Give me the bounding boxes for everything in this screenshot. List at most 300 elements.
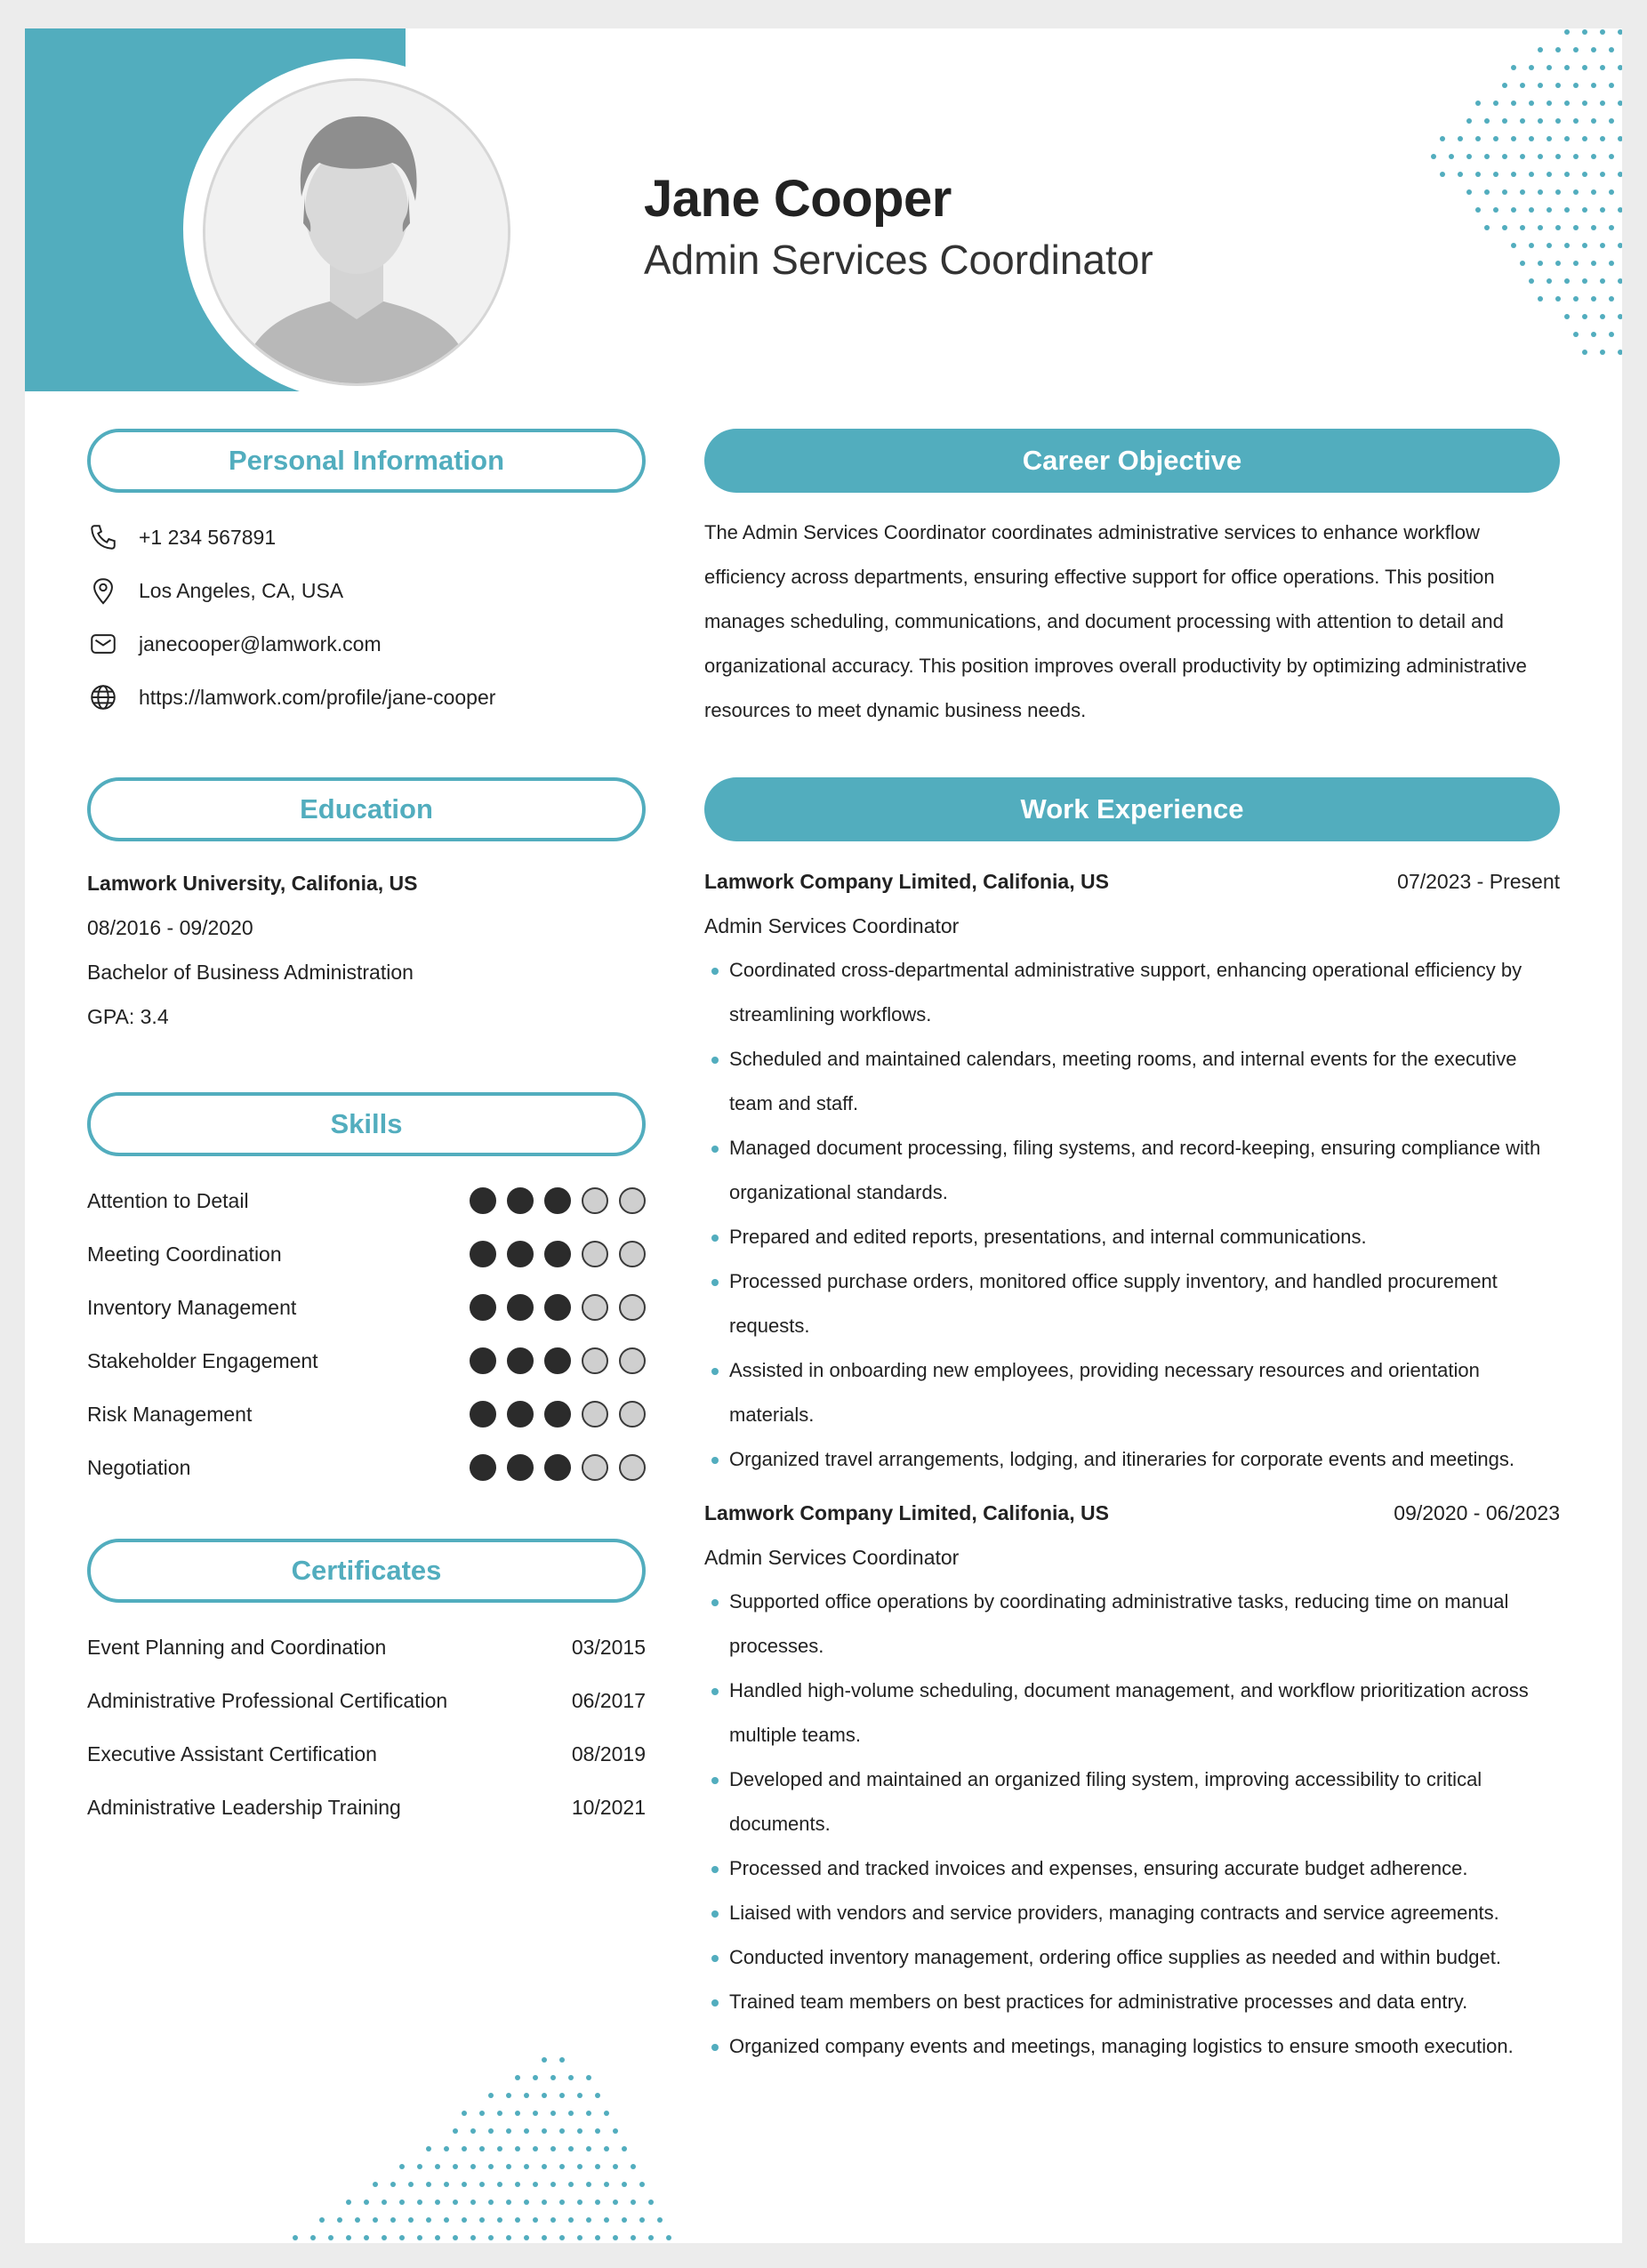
rating-dot-empty: [619, 1294, 646, 1321]
rating-dot-filled: [470, 1401, 496, 1428]
decorative-dot: [1520, 118, 1525, 124]
decorative-dot: [1573, 332, 1579, 337]
decorative-dot: [595, 2164, 600, 2169]
decorative-dot: [1564, 101, 1570, 106]
decorative-dot: [524, 2235, 529, 2240]
decorative-dot: [1493, 172, 1498, 177]
decorative-dot: [382, 2235, 387, 2240]
rating-dot-empty: [619, 1241, 646, 1267]
phone-text: +1 234 567891: [139, 525, 277, 549]
decorative-dot: [479, 2111, 485, 2116]
decorative-dot: [1564, 243, 1570, 248]
education-heading: Education: [87, 777, 646, 841]
job-header: [704, 859, 1560, 904]
decorative-dot: [1582, 65, 1587, 70]
decorative-dot: [444, 2217, 449, 2223]
decorative-dot: [559, 2128, 565, 2134]
decorative-dot: [506, 2128, 511, 2134]
decorative-dot: [1600, 65, 1605, 70]
decorative-dot: [1538, 189, 1543, 195]
decorative-dot: [1493, 101, 1498, 106]
personal-info-heading: Personal Information: [87, 429, 646, 493]
job-bullet: Processed and tracked invoices and expenses, ensuring accurate budget adherence.: [704, 1846, 1560, 1891]
job-role: Admin Services Coordinator: [704, 914, 960, 937]
decorative-dot: [524, 2200, 529, 2205]
decorative-dot: [1547, 136, 1552, 141]
job-dates: 07/2023 - Present: [1397, 870, 1560, 893]
decorative-dot: [1582, 350, 1587, 355]
skill-rating: [470, 1187, 646, 1214]
decorative-dot: [1573, 47, 1579, 52]
career-objective-text: The Admin Services Coordinator coordinates administrative services to enhance workflow efficiency across departments, ensuring effective support for office operations. This position manages scheduling, communications, and document processing with attention to detail and organizational accuracy. This position improves overall productivity by optimizing administrative resources to meet dynamic business needs.: [704, 521, 1527, 721]
certificate-date: 10/2021: [571, 1795, 646, 1819]
avatar-placeholder-icon: [205, 81, 508, 383]
decorative-dot: [622, 2146, 627, 2151]
candidate-name: Jane Cooper: [644, 170, 952, 228]
rating-dot-empty: [619, 1454, 646, 1481]
skill-rating: [470, 1347, 646, 1374]
rating-dot-empty: [619, 1187, 646, 1214]
decorative-dot: [622, 2182, 627, 2187]
decorative-dot: [542, 2128, 547, 2134]
rating-dot-filled: [507, 1347, 534, 1374]
rating-dot-empty: [582, 1187, 608, 1214]
skills-list: [87, 1174, 646, 1494]
decorative-dot: [1582, 278, 1587, 284]
decorative-dot: [1520, 225, 1525, 230]
decorative-dot: [1529, 136, 1534, 141]
decorative-dot: [586, 2146, 591, 2151]
decorative-dot: [1555, 225, 1561, 230]
certificate-name: Administrative Leadership Training: [87, 1795, 401, 1819]
rating-dot-filled: [507, 1454, 534, 1481]
decorative-dot: [453, 2200, 458, 2205]
website-link[interactable]: https://lamwork.com/profile/jane-cooper: [139, 685, 496, 709]
decorative-dot: [1618, 101, 1622, 106]
decorative-dot: [1511, 136, 1516, 141]
decorative-dot: [1529, 207, 1534, 213]
job-bullet: Developed and maintained an organized filing system, improving accessibility to critical documents.: [704, 1757, 1560, 1846]
decorative-dot: [1466, 189, 1472, 195]
candidate-title: Admin Services Coordinator: [644, 237, 1153, 283]
decorative-dot: [1440, 172, 1445, 177]
decorative-dot: [453, 2164, 458, 2169]
decorative-dot: [1609, 332, 1614, 337]
decorative-dot: [542, 2200, 547, 2205]
decorative-dot: [542, 2235, 547, 2240]
decorative-dot: [1564, 65, 1570, 70]
decorative-dot: [390, 2182, 396, 2187]
skill-name: Stakeholder Engagement: [87, 1348, 318, 1372]
decorative-dot: [1591, 332, 1596, 337]
decorative-dot: [382, 2200, 387, 2205]
rating-dot-empty: [582, 1294, 608, 1321]
certificate-date: 06/2017: [571, 1688, 646, 1712]
decorative-dot: [462, 2146, 467, 2151]
decorative-dot: [648, 2235, 654, 2240]
skill-name: Meeting Coordination: [87, 1242, 282, 1266]
job-dates: 09/2020 - 06/2023: [1394, 1501, 1560, 1524]
resume-page: [25, 28, 1622, 2243]
job-bullet: Scheduled and maintained calendars, meeting rooms, and internal events for the executive team and staff.: [704, 1037, 1560, 1126]
decorative-dot: [1591, 296, 1596, 302]
job-bullets: [704, 948, 1560, 1482]
decorative-dot: [1538, 83, 1543, 88]
decorative-dot: [1547, 207, 1552, 213]
decorative-dot: [1511, 101, 1516, 106]
decorative-dot: [1564, 314, 1570, 319]
decorative-dot: [506, 2164, 511, 2169]
certificate-name: Event Planning and Coordination: [87, 1635, 387, 1659]
decorative-dot: [470, 2128, 476, 2134]
decorative-dot: [1564, 29, 1570, 35]
contact-location: [87, 564, 646, 617]
decorative-dot: [426, 2217, 431, 2223]
decorative-dot: [1538, 47, 1543, 52]
rating-dot-filled: [544, 1401, 571, 1428]
decorative-dot: [1466, 154, 1472, 159]
decorative-dot: [577, 2093, 582, 2098]
rating-dot-empty: [582, 1401, 608, 1428]
decorative-dot: [559, 2093, 565, 2098]
job-role: Admin Services Coordinator: [704, 1546, 960, 1569]
decorative-dot: [1600, 314, 1605, 319]
job-bullet: Coordinated cross-departmental administrative support, enhancing operational efficiency by streamlining workflows.: [704, 948, 1560, 1037]
decorative-dot: [1484, 118, 1490, 124]
decorative-dot: [399, 2235, 405, 2240]
decorative-dot: [488, 2128, 494, 2134]
decorative-dot: [426, 2182, 431, 2187]
decorative-dot: [417, 2200, 422, 2205]
decorative-dot: [435, 2200, 440, 2205]
decorative-dot: [1600, 136, 1605, 141]
decorative-dot: [1609, 47, 1614, 52]
skill-row: [87, 1281, 646, 1334]
decorative-dot: [1618, 29, 1622, 35]
education-school: Lamwork University, Califonia, US: [87, 872, 418, 895]
decorative-dot: [604, 2111, 609, 2116]
decorative-dot: [1466, 118, 1472, 124]
decorative-dot: [506, 2200, 511, 2205]
decorative-dot: [515, 2182, 520, 2187]
rating-dot-filled: [470, 1294, 496, 1321]
decorative-dot: [497, 2111, 502, 2116]
certificate-row: [87, 1727, 646, 1781]
decorative-dot: [550, 2146, 556, 2151]
email-text[interactable]: janecooper@lamwork.com: [139, 631, 382, 655]
job-bullet: Assisted in onboarding new employees, providing necessary resources and orientation materials.: [704, 1348, 1560, 1437]
certificate-row: [87, 1621, 646, 1674]
decorative-dot: [1547, 65, 1552, 70]
job-company: Lamwork Company Limited, Califonia, US: [704, 870, 1109, 893]
profile-photo: [203, 78, 510, 386]
skill-rating: [470, 1241, 646, 1267]
phone-icon: [87, 521, 119, 553]
job-bullet: Supported office operations by coordinating administrative tasks, reducing time on manual processes.: [704, 1580, 1560, 1669]
decorative-dot: [613, 2235, 618, 2240]
decorative-dot: [1511, 65, 1516, 70]
decorative-dot: [1475, 172, 1481, 177]
decorative-dot: [488, 2164, 494, 2169]
decorative-dot: [515, 2075, 520, 2080]
job-bullet: Organized travel arrangements, lodging, and itineraries for corporate events and meetings.: [704, 1437, 1560, 1482]
job-entry: [704, 859, 1560, 1482]
rating-dot-filled: [544, 1294, 571, 1321]
job-bullet: Trained team members on best practices for administrative processes and data entry.: [704, 1980, 1560, 2024]
decorative-dot: [470, 2164, 476, 2169]
skill-name: Inventory Management: [87, 1295, 297, 1319]
decorative-dot: [1564, 172, 1570, 177]
decorative-dot: [479, 2146, 485, 2151]
decorative-dot: [533, 2182, 538, 2187]
decorative-dot: [542, 2057, 547, 2063]
decorative-dot: [417, 2235, 422, 2240]
decorative-dot: [506, 2235, 511, 2240]
decorative-dot: [497, 2217, 502, 2223]
decorative-dot: [1475, 101, 1481, 106]
decorative-dot: [666, 2235, 671, 2240]
skills-heading: Skills: [87, 1092, 646, 1156]
decorative-dot: [1538, 225, 1543, 230]
rating-dot-filled: [544, 1454, 571, 1481]
decorative-dot: [1555, 189, 1561, 195]
decorative-dot: [595, 2128, 600, 2134]
education-gpa: GPA: 3.4: [87, 1005, 169, 1028]
decorative-dot: [631, 2200, 636, 2205]
decorative-dot: [1618, 65, 1622, 70]
decorative-dot: [1582, 101, 1587, 106]
name-block: [644, 169, 1153, 284]
decorative-dot: [364, 2200, 369, 2205]
certificate-name: Executive Assistant Certification: [87, 1741, 377, 1765]
education-degree: Bachelor of Business Administration: [87, 961, 414, 984]
decorative-dot: [542, 2164, 547, 2169]
decorative-dot: [559, 2200, 565, 2205]
decorative-dot: [1609, 118, 1614, 124]
certificate-date: 03/2015: [571, 1635, 646, 1659]
decorative-dot: [568, 2075, 574, 2080]
decorative-dot: [1555, 296, 1561, 302]
decorative-dot: [1564, 136, 1570, 141]
decorative-dot: [444, 2182, 449, 2187]
job-bullet: Managed document processing, filing systems, and record-keeping, ensuring compliance with organizational standards.: [704, 1126, 1560, 1215]
decorative-dot: [1591, 225, 1596, 230]
decorative-dot: [533, 2146, 538, 2151]
decorative-dot: [1591, 154, 1596, 159]
decorative-dot: [1502, 189, 1507, 195]
decorative-dot: [1582, 29, 1587, 35]
decorative-dot: [631, 2164, 636, 2169]
decorative-dot: [1600, 350, 1605, 355]
decorative-dot: [639, 2217, 645, 2223]
certificate-name: Administrative Professional Certification: [87, 1688, 448, 1712]
decorative-dot: [595, 2200, 600, 2205]
decorative-dot: [639, 2182, 645, 2187]
decorative-dot: [533, 2111, 538, 2116]
decorative-dot: [1520, 154, 1525, 159]
decorative-dot: [1618, 243, 1622, 248]
rating-dot-filled: [507, 1401, 534, 1428]
decorative-dot-pattern-bottom: [283, 2039, 710, 2243]
decorative-dot: [1573, 261, 1579, 266]
rating-dot-filled: [544, 1241, 571, 1267]
mail-icon: [87, 628, 119, 660]
decorative-dot: [1547, 243, 1552, 248]
decorative-dot: [462, 2217, 467, 2223]
decorative-dot: [657, 2217, 663, 2223]
decorative-dot: [408, 2182, 414, 2187]
decorative-dot: [1582, 314, 1587, 319]
rating-dot-filled: [544, 1347, 571, 1374]
job-bullets: [704, 1580, 1560, 2069]
decorative-dot: [355, 2217, 360, 2223]
decorative-dot: [1493, 136, 1498, 141]
decorative-dot: [1582, 207, 1587, 213]
location-pin-icon: [87, 575, 119, 607]
decorative-dot: [631, 2235, 636, 2240]
contact-website: [87, 671, 646, 724]
decorative-dot: [559, 2164, 565, 2169]
career-objective-heading: Career Objective: [704, 429, 1560, 493]
decorative-dot: [1555, 261, 1561, 266]
decorative-dot: [1573, 189, 1579, 195]
right-column: [704, 429, 1560, 2069]
decorative-dot: [648, 2200, 654, 2205]
decorative-dot: [1484, 225, 1490, 230]
work-experience-list: [704, 859, 1560, 2069]
decorative-dot: [1458, 172, 1463, 177]
decorative-dot: [1555, 47, 1561, 52]
decorative-dot: [1618, 278, 1622, 284]
job-bullet: Processed purchase orders, monitored office supply inventory, and handled procurement requests.: [704, 1259, 1560, 1348]
skill-row: [87, 1441, 646, 1494]
skill-name: Risk Management: [87, 1402, 253, 1426]
rating-dot-filled: [507, 1187, 534, 1214]
decorative-dot: [559, 2057, 565, 2063]
decorative-dot: [1538, 154, 1543, 159]
decorative-dot: [1609, 154, 1614, 159]
decorative-dot: [1609, 189, 1614, 195]
contact-list: [87, 511, 646, 724]
decorative-dot: [1618, 172, 1622, 177]
decorative-dot: [399, 2200, 405, 2205]
decorative-dot: [550, 2182, 556, 2187]
decorative-dot: [586, 2217, 591, 2223]
decorative-dot: [1591, 261, 1596, 266]
decorative-dot: [488, 2093, 494, 2098]
job-bullet: Handled high-volume scheduling, document management, and workflow prioritization across multiple teams.: [704, 1669, 1560, 1757]
decorative-dot: [488, 2235, 494, 2240]
decorative-dot: [1600, 172, 1605, 177]
skill-rating: [470, 1294, 646, 1321]
decorative-dot: [568, 2146, 574, 2151]
decorative-dot: [346, 2200, 351, 2205]
globe-icon: [87, 681, 119, 713]
decorative-dot: [568, 2182, 574, 2187]
work-experience-heading: Work Experience: [704, 777, 1560, 841]
decorative-dot: [595, 2235, 600, 2240]
skill-row: [87, 1387, 646, 1441]
decorative-dot: [1618, 350, 1622, 355]
decorative-dot: [479, 2182, 485, 2187]
skill-rating: [470, 1454, 646, 1481]
decorative-dot: [1511, 207, 1516, 213]
decorative-dot: [1529, 243, 1534, 248]
decorative-dot: [568, 2111, 574, 2116]
decorative-dot: [1511, 172, 1516, 177]
decorative-dot: [524, 2164, 529, 2169]
decorative-dot: [497, 2182, 502, 2187]
decorative-dot: [586, 2182, 591, 2187]
decorative-dot: [1547, 101, 1552, 106]
decorative-dot: [515, 2146, 520, 2151]
decorative-dot: [435, 2164, 440, 2169]
decorative-dot: [577, 2128, 582, 2134]
left-column: [87, 429, 646, 1834]
decorative-dot: [1591, 83, 1596, 88]
decorative-dot: [1431, 154, 1436, 159]
decorative-dot: [426, 2146, 431, 2151]
decorative-dot: [1582, 172, 1587, 177]
decorative-dot: [1520, 189, 1525, 195]
decorative-dot: [1573, 154, 1579, 159]
decorative-dot: [550, 2217, 556, 2223]
decorative-dot: [1618, 314, 1622, 319]
decorative-dot-pattern-top: [1350, 28, 1622, 366]
decorative-dot: [444, 2146, 449, 2151]
decorative-dot: [559, 2235, 565, 2240]
rating-dot-filled: [470, 1241, 496, 1267]
decorative-dot: [373, 2217, 378, 2223]
decorative-dot: [1538, 296, 1543, 302]
decorative-dot: [470, 2200, 476, 2205]
rating-dot-empty: [582, 1347, 608, 1374]
certificate-date: 08/2019: [571, 1741, 646, 1765]
decorative-dot: [337, 2217, 342, 2223]
decorative-dot: [310, 2235, 316, 2240]
decorative-dot: [1493, 207, 1498, 213]
decorative-dot: [613, 2128, 618, 2134]
education-dates: 08/2016 - 09/2020: [87, 916, 253, 939]
decorative-dot: [462, 2111, 467, 2116]
decorative-dot: [1547, 278, 1552, 284]
decorative-dot: [1573, 225, 1579, 230]
decorative-dot: [604, 2182, 609, 2187]
skill-name: Attention to Detail: [87, 1188, 249, 1212]
decorative-dot: [1609, 261, 1614, 266]
decorative-dot: [1529, 278, 1534, 284]
decorative-dot: [1484, 189, 1490, 195]
decorative-dot: [1582, 243, 1587, 248]
decorative-dot: [1573, 118, 1579, 124]
skill-row: [87, 1334, 646, 1387]
contact-phone: [87, 511, 646, 564]
decorative-dot: [515, 2111, 520, 2116]
decorative-dot: [1555, 83, 1561, 88]
decorative-dot: [1449, 154, 1454, 159]
decorative-dot: [488, 2200, 494, 2205]
decorative-dot: [1573, 296, 1579, 302]
decorative-dot: [1564, 207, 1570, 213]
decorative-dot: [1618, 136, 1622, 141]
skill-rating: [470, 1401, 646, 1428]
decorative-dot: [1600, 29, 1605, 35]
decorative-dot: [1440, 136, 1445, 141]
certificates-list: [87, 1621, 646, 1834]
decorative-dot: [613, 2200, 618, 2205]
decorative-dot: [586, 2111, 591, 2116]
decorative-dot: [435, 2235, 440, 2240]
